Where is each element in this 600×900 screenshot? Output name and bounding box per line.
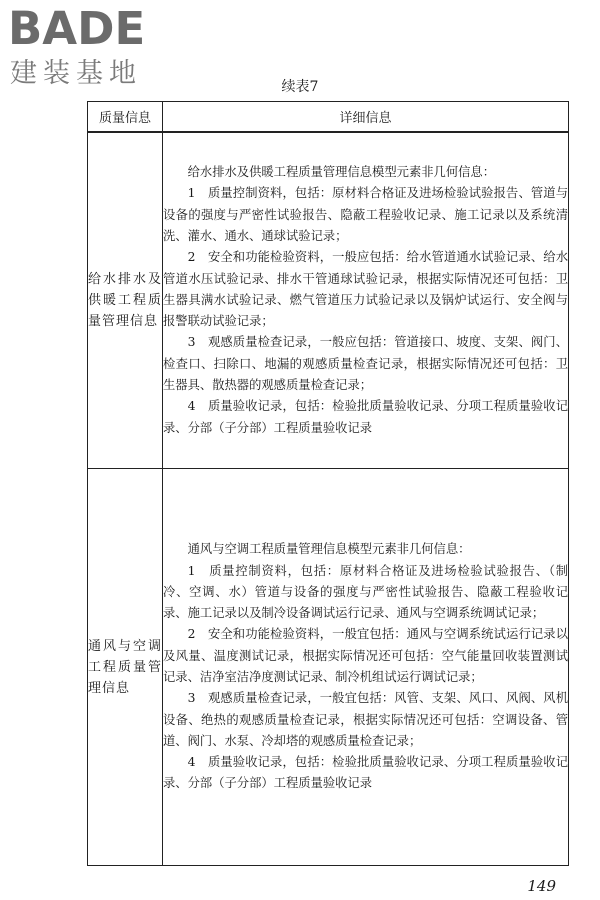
logo-subtitle: 建装基地 bbox=[10, 58, 142, 89]
header-detail-info: 详细信息 bbox=[163, 102, 569, 133]
quality-info-table bbox=[87, 101, 569, 866]
detail-item: 3 观感质量检查记录，一般宜包括：风管、支架、风口、风阀、风机设备、绝热的观感质量检查记录，根据实际情况还可包括：空调设备、管道、阀门、水泵、冷却塔的观感质量检查记录； bbox=[163, 691, 568, 748]
header-quality-info: 质量信息 bbox=[88, 102, 163, 133]
page-number: 149 bbox=[527, 877, 556, 895]
detail-intro: 通风与空调工程质量管理信息模型元素非几何信息： bbox=[187, 542, 471, 557]
detail-item: 1 质量控制资料，包括：原材料合格证及进场检验试验报告、管道与设备的强度与严密性试验报告、隐蔽工程验收记录、施工记录以及系统清洗、灌水、通水、通球试验记录； bbox=[163, 186, 568, 243]
row-detail bbox=[163, 469, 569, 866]
detail-item: 1 质量控制资料，包括：原材料合格证及进场检验试验报告、（制冷、空调、水）管道与设备的强度与严密性试验报告、隐蔽工程验收记录、施工记录以及制冷设备调试运行记录、通风与空调系统调试记录； bbox=[163, 563, 568, 621]
detail-intro: 给水排水及供暖工程质量管理信息模型元素非几何信息： bbox=[187, 165, 496, 180]
detail-item: 2 安全和功能检验资料，一般宜包括：通风与空调系统试运行记录以及风量、温度测试记录，根据实际情况还可包括：空气能量回收装置测试记录、洁净室洁净度测试记录、制冷机组试运行调试记录； bbox=[163, 627, 568, 684]
row-label: 给水排水及供暖工程质量管理信息 bbox=[88, 132, 163, 469]
table-row bbox=[88, 469, 569, 866]
table-header-row bbox=[88, 102, 569, 133]
detail-item: 2 安全和功能检验资料，一般应包括：给水管道通水试验记录、给水管道水压试验记录、排水干管通球试验记录，根据实际情况还可包括：卫生器具满水试验记录、燃气管道压力试验记录以及锅炉试运行、安全阀与报警联动试验记录； bbox=[163, 250, 568, 329]
table-caption: 续表7 bbox=[281, 79, 319, 95]
table-row bbox=[88, 132, 569, 469]
row-detail bbox=[163, 132, 569, 469]
logo-wordmark: BADE bbox=[8, 2, 146, 55]
row-label: 通风与空调工程质量管理信息 bbox=[88, 469, 163, 866]
detail-item: 3 观感质量检查记录，一般应包括：管道接口、坡度、支架、阀门、检查口、扫除口、地漏的观感质量检查记录，根据实际情况还可包括：卫生器具、散热器的观感质量检查记录； bbox=[163, 335, 568, 393]
detail-item: 4 质量验收记录，包括：检验批质量验收记录、分项工程质量验收记录、分部（子分部）工程质量验收记录 bbox=[163, 755, 568, 791]
detail-item: 4 质量验收记录，包括：检验批质量验收记录、分项工程质量验收记录、分部（子分部）工程质量验收记录 bbox=[163, 399, 568, 435]
